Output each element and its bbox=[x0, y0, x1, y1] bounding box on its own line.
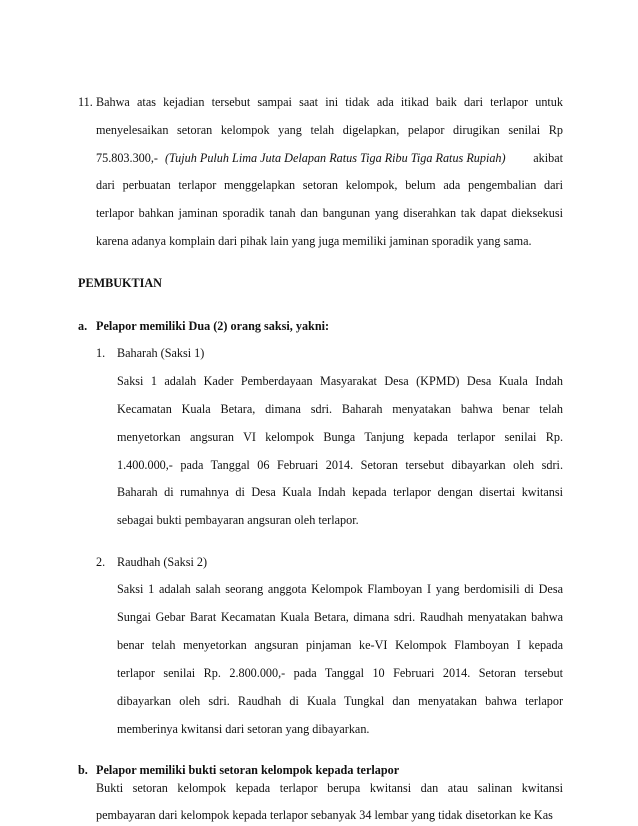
witness-2-line-6: memberinya kwitansi dari setoran yang dibayarkan. bbox=[117, 721, 370, 736]
witness-1-line-6: sebagai bukti pembayaran angsuran oleh terlapor. bbox=[117, 513, 359, 528]
item-11-line-6: karena adanya komplain dari pihak lain yang juga memiliki jaminan sporadik yang sama. bbox=[96, 234, 532, 249]
witness-2-line-4: terlapor senilai Rp. 2.800.000,- pada Tanggal 10 Februari 2014. Setoran tersebut bbox=[117, 665, 563, 680]
item-11-line-3 bbox=[96, 150, 563, 166]
witness-1-line-5: Baharah di rumahnya di Desa Kuala Indah kepada terlapor dengan disertai kwitansi bbox=[117, 485, 563, 500]
witness-2-number: 2. bbox=[96, 554, 106, 569]
witness-2-name: Raudhah (Saksi 2) bbox=[117, 554, 208, 569]
witness-1-line-4: 1.400.000,- pada Tanggal 06 Februari 2014. Setoran tersebut dibayarkan oleh sdri. bbox=[117, 457, 563, 472]
witness-1-line-2: Kecamatan Kuala Betara, dimana sdri. Baharah menyatakan bahwa benar telah bbox=[117, 402, 563, 417]
witness-2-line-1: Saksi 1 adalah salah seorang anggota Kelompok Flamboyan I yang berdomisili di Desa bbox=[117, 582, 563, 597]
item-11-line-5: terlapor bahkan jaminan sporadik tanah dan bangunan yang diserahkan tak dapat dieksekusi bbox=[96, 206, 563, 221]
item-11-line-3-end: akibat bbox=[533, 150, 563, 165]
item-11-line-1: Bahwa atas kejadian tersebut sampai saat ini tidak ada itikad baik dari terlapor untuk bbox=[96, 95, 563, 109]
item-11-number: 11. bbox=[78, 95, 93, 109]
section-title: PEMBUKTIAN bbox=[78, 276, 162, 291]
witness-1-line-1: Saksi 1 adalah Kader Pemberdayaan Masyarakat Desa (KPMD) Desa Kuala Indah bbox=[117, 374, 563, 389]
item-11-amount: 75.803.300,- bbox=[96, 150, 158, 165]
part-b-heading: Pelapor memiliki bukti setoran kelompok kepada terlapor bbox=[96, 762, 400, 777]
part-a-heading: Pelapor memiliki Dua (2) orang saksi, yakni: bbox=[96, 318, 330, 333]
witness-1-line-3: menyetorkan angsuran VI kelompok Bunga Tanjung kepada terlapor senilai Rp. bbox=[117, 429, 563, 444]
witness-2-line-3: benar telah menyetorkan angsuran pinjaman ke-VI Kelompok Flamboyan I kepada bbox=[117, 638, 563, 653]
witness-2-line-2: Sungai Gebar Barat Kecamatan Kuala Betara, dimana sdri. Raudhah menyatakan bahwa bbox=[117, 610, 563, 625]
part-a-label: a. bbox=[78, 318, 88, 333]
item-11-line-2: menyelesaikan setoran kelompok yang telah digelapkan, pelapor dirugikan senilai Rp bbox=[96, 122, 563, 137]
part-b-line-1: Bukti setoran kelompok kepada terlapor berupa kwitansi dan atau salinan kwitansi bbox=[96, 781, 563, 795]
part-b-line-2: pembayaran dari kelompok kepada terlapor sebanyak 34 lembar yang tidak disetorkan ke Kas bbox=[96, 808, 553, 822]
part-b-label: b. bbox=[78, 762, 88, 777]
witness-2-line-5: dibayarkan oleh sdri. Raudhah di Kuala Tungkal dan menyatakan bahwa terlapor bbox=[117, 693, 563, 708]
witness-1-name: Baharah (Saksi 1) bbox=[117, 346, 205, 361]
item-11-line-4: dari perbuatan terlapor menggelapkan setoran kelompok, belum ada pengembalian dari bbox=[96, 178, 563, 193]
item-11-amount-words: (Tujuh Puluh Lima Juta Delapan Ratus Tiga Ribu Tiga Ratus Rupiah) bbox=[165, 150, 506, 165]
witness-1-number: 1. bbox=[96, 346, 106, 361]
